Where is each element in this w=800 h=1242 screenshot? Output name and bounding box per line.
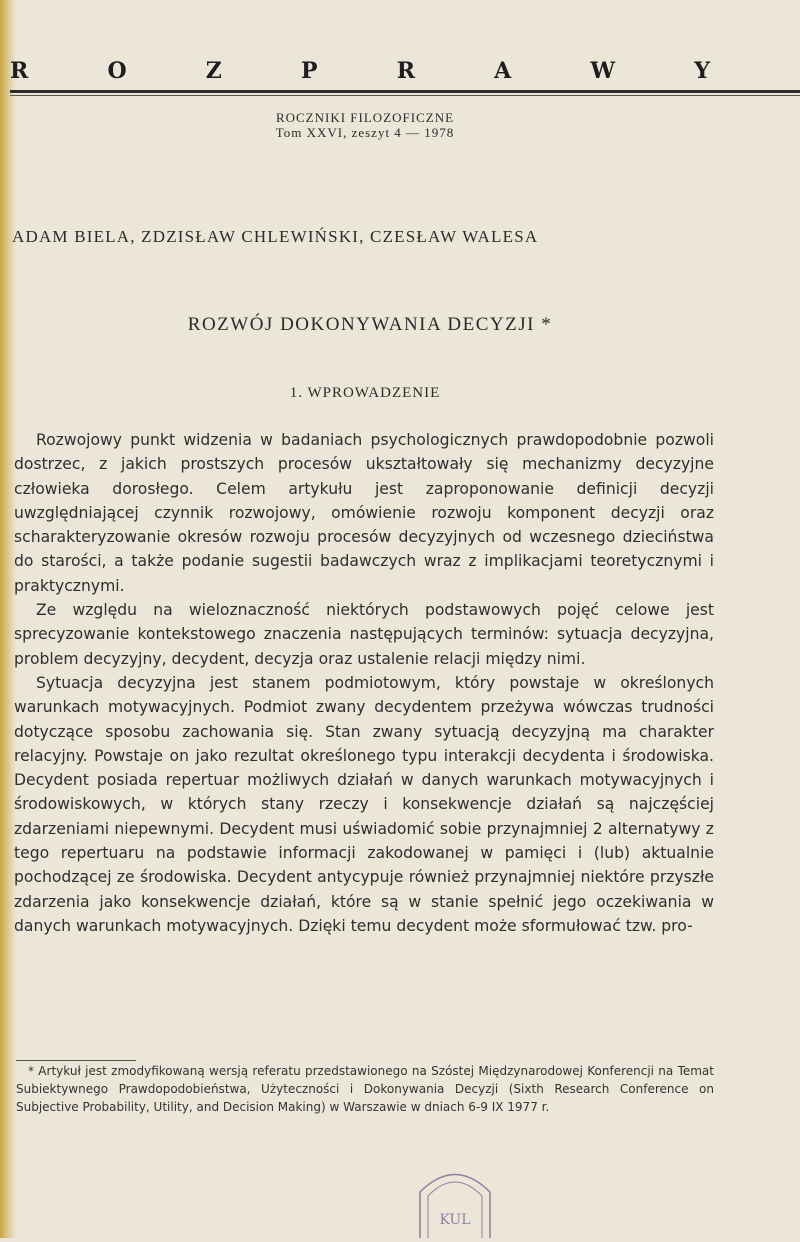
article-title: ROZWÓJ DOKONYWANIA DECYZJI * xyxy=(187,314,553,335)
header-letter: O xyxy=(107,58,127,84)
header-rule-thin xyxy=(10,95,800,96)
paragraph: Ze względu na wieloznaczność niektórych podstawowych pojęć celowe jest sprecyzowanie kontekstowego znaczenia następujących terminów: sytuacja decyzyjna, problem decyzyjny, decydent, decyzja oraz ustalenie relacji między nimi. xyxy=(14,601,714,668)
article-body xyxy=(14,428,714,938)
paragraph: Sytuacja decyzyjna jest stanem podmiotowym, który powstaje w określonych warunkach motywacyjnych. Podmiot zwany decydentem przeżywa wówczas trudności dotyczące sposobu zachowania się. Stan zwany sytuacją decyzyjną ma charakter relacyjny. Powstaje on jako rezultat określonego typu interakcji decydenta i środowiska. Decydent posiada repertuar możliwych działań w danych warunkach motywacyjnych i środowiskowych, w których stany rzeczy i konsekwencje działań są najczęściej zdarzeniami niepewnymi. Decydent musi uświadomić sobie przynajmniej 2 alternatywy z tego repertuaru na podstawie informacji zakodowanej w pamięci i (lub) aktualnie pochodzącej ze środowiska. Decydent antycypuje również przynajmniej niektóre przyszłe zdarzenia jako konsekwencje działań, które są w stanie spełnić jego oczekiwania w danych warunkach motywacyjnych. Dzięki temu decydent może sformułować tzw. pro- xyxy=(14,673,714,935)
header-letter: Y xyxy=(694,58,710,84)
authors: ADAM BIELA, ZDZISŁAW CHLEWIŃSKI, CZESŁAW WALESA xyxy=(12,227,539,246)
header-letter: Z xyxy=(205,58,222,84)
paragraph: Rozwojowy punkt widzenia w badaniach psychologicznych prawdopodobnie pozwoli dostrzec, z jakich prostszych procesów ukształtowały się mechanizmy decyzyjne człowieka dorosłego. Celem artykułu jest zaproponowanie definicji decyzji uwzględniającej czynnik rozwojowy, omówienie rozwoju komponent decyzji oraz scharakteryzowanie okresów rozwoju procesów decyzyjnych od wczesnego dzieciństwa do starości, a także podanie sugestii badawczych wraz z implikacjami teoretycznymi i praktycznymi. xyxy=(14,431,714,595)
journal-name: ROCZNIKI FILOZOFICZNE xyxy=(275,110,455,125)
stamp-seal-icon xyxy=(410,1162,500,1238)
header-letter: R xyxy=(396,58,415,84)
header-letter: A xyxy=(494,58,512,84)
journal-issue: Tom XXVI, zeszyt 4 — 1978 xyxy=(275,125,455,140)
header-letter: R xyxy=(10,58,29,84)
header-letter: P xyxy=(301,58,318,84)
section-heading: 1. WPROWADZENIE xyxy=(289,385,441,401)
footnote-rule xyxy=(16,1060,136,1061)
header-rule xyxy=(10,90,800,93)
header-letter: W xyxy=(590,58,616,84)
running-header xyxy=(10,58,710,84)
footnote: * Artykuł jest zmodyfikowaną wersją referatu przedstawionego na Szóstej Międzynarodowej Konferencji na Temat Subiektywnego Prawdopodobieństwa, Użyteczności i Dokonywania Decyzji (Sixth Research Conference on Subjective Probability, Utility, and Decision Making) w Warszawie w dniach 6-9 IX 1977 r. xyxy=(16,1064,714,1114)
library-stamp xyxy=(410,1162,500,1238)
stamp-text: KUL xyxy=(439,1212,471,1228)
journal-info xyxy=(0,110,730,140)
